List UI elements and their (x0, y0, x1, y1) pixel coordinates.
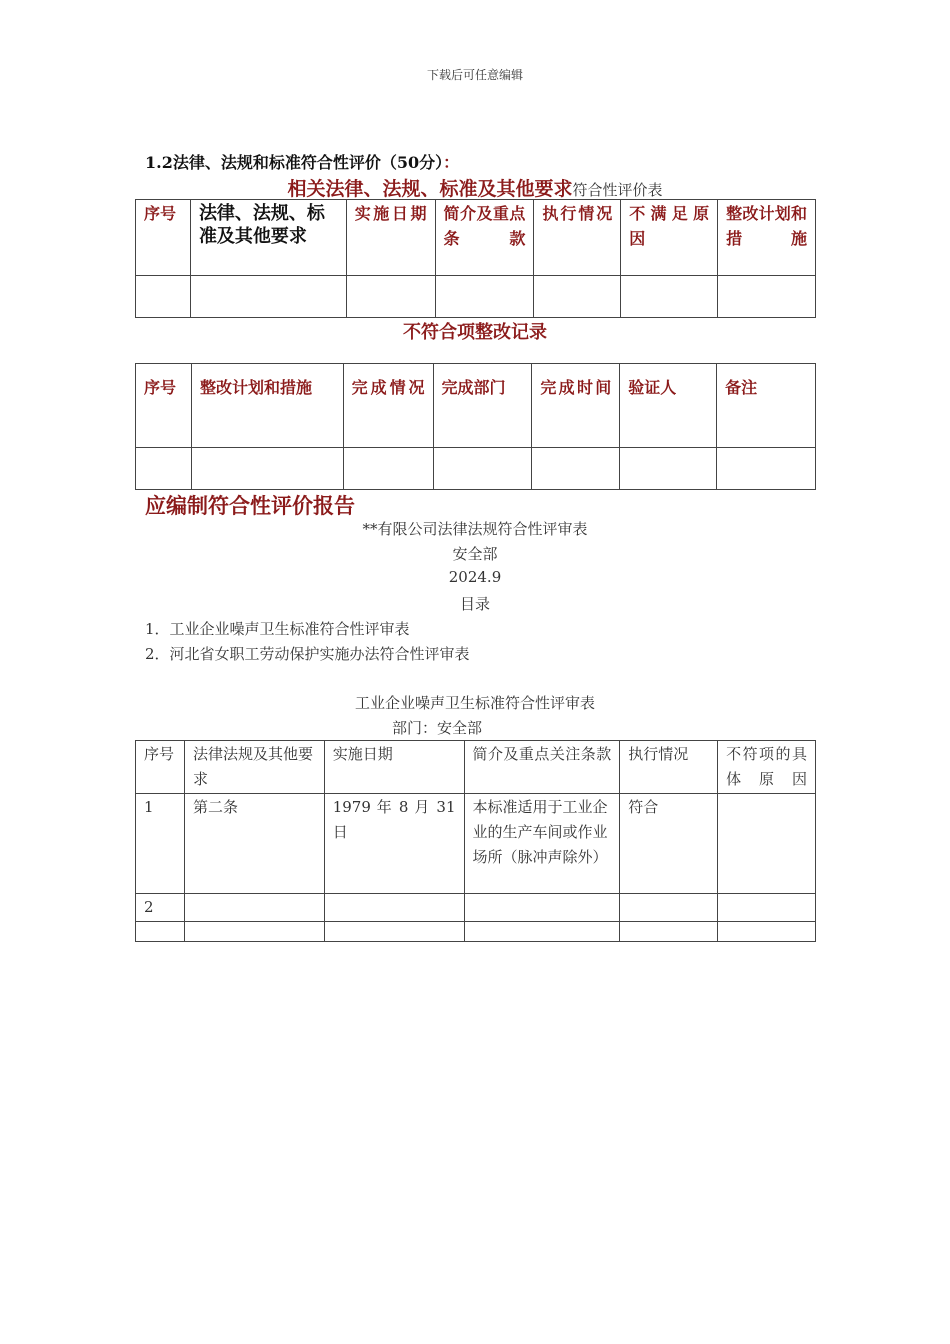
toc-item: 2．河北省女职工劳动保护实施办法符合性评审表 (145, 645, 470, 663)
header-cell: 法律、法规、标准及其他要求 (190, 200, 346, 276)
table-cell: 本标准适用于工业企业的生产车间或作业场所（脉冲声除外） (464, 794, 620, 894)
table-cell (534, 276, 621, 318)
table-cell (433, 448, 532, 490)
nonconformity-record-table (135, 363, 816, 490)
header-cell: 验证人 (620, 364, 717, 448)
table-header-row (136, 364, 816, 448)
table-cell (136, 276, 191, 318)
header-cell: 实施日期 (324, 741, 464, 794)
table-cell (717, 448, 816, 490)
table-row (136, 894, 816, 922)
table-cell (324, 922, 464, 942)
toc-title: 目录 (459, 595, 490, 613)
table-cell (620, 894, 718, 922)
header-cell: 完成时间 (532, 364, 620, 448)
header-cell: 法律法规及其他要求 (184, 741, 324, 794)
header-cell: 执行情况 (534, 200, 621, 276)
table-header-row (136, 741, 816, 794)
cover-date: 2024.9 (448, 568, 502, 586)
section-title (145, 150, 459, 173)
noise-standard-evaluation-table (135, 740, 816, 942)
header-cell: 序号 (136, 741, 185, 794)
table-cell (184, 894, 324, 922)
section-title-text: 1.2法律、法规和标准符合性评价（50分） (145, 153, 444, 172)
header-cell: 简介及重点条款 (435, 200, 534, 276)
table-cell (718, 794, 816, 894)
cover-department: 安全部 (452, 545, 498, 563)
header-cell: 序号 (136, 364, 192, 448)
table-row (136, 276, 816, 318)
table-cell (532, 448, 620, 490)
table1-caption-red: 相关法律、法规、标准及其他要求 (287, 178, 573, 200)
header-cell: 完成部门 (433, 364, 532, 448)
section-title-colon: ： (443, 153, 460, 172)
toc-item: 1．工业企业噪声卫生标准符合性评审表 (145, 620, 410, 638)
table-cell (343, 448, 433, 490)
table-cell (191, 448, 343, 490)
header-cell: 执行情况 (620, 741, 718, 794)
table-cell: 1979 年 8 月 31 日 (324, 794, 464, 894)
table-cell (435, 276, 534, 318)
table-cell (190, 276, 346, 318)
header-cell: 不符项的具体原因 (718, 741, 816, 794)
table-row (136, 794, 816, 894)
report-heading: 应编制符合性评价报告 (145, 493, 355, 518)
header-cell: 备注 (717, 364, 816, 448)
table-cell (620, 448, 717, 490)
header-cell: 序号 (136, 200, 191, 276)
header-cell: 简介及重点关注条款 (464, 741, 620, 794)
table-cell: 2 (136, 894, 185, 922)
table-row (136, 922, 816, 942)
table-cell (718, 894, 816, 922)
table-cell: 符合 (620, 794, 718, 894)
header-cell: 实施日期 (346, 200, 435, 276)
table1-caption (0, 174, 950, 201)
table-cell (136, 922, 185, 942)
header-cell: 整改计划和措施 (718, 200, 816, 276)
table-cell (184, 922, 324, 942)
page-header-note: 下载后可任意编辑 (426, 68, 523, 82)
table-cell (136, 448, 192, 490)
table-cell (620, 922, 718, 942)
table-cell: 第二条 (184, 794, 324, 894)
table-cell (718, 922, 816, 942)
table-row (136, 448, 816, 490)
cover-title: **有限公司法律法规符合性评审表 (362, 520, 588, 538)
table3-title: 工业企业噪声卫生标准符合性评审表 (354, 694, 595, 712)
table-cell (621, 276, 718, 318)
header-cell: 完成情况 (343, 364, 433, 448)
table-cell: 1 (136, 794, 185, 894)
table-header-row (136, 200, 816, 276)
compliance-evaluation-table (135, 199, 816, 318)
table-cell (464, 922, 620, 942)
table-cell (464, 894, 620, 922)
table3-dept-line: 部门：安全部 (392, 719, 483, 737)
header-cell: 不满足原因 (621, 200, 718, 276)
table2-caption: 不符合项整改记录 (403, 322, 547, 343)
header-cell: 整改计划和措施 (191, 364, 343, 448)
table-cell (718, 276, 816, 318)
table-cell (324, 894, 464, 922)
table1-caption-black: 符合性评价表 (572, 181, 663, 199)
table-cell (346, 276, 435, 318)
